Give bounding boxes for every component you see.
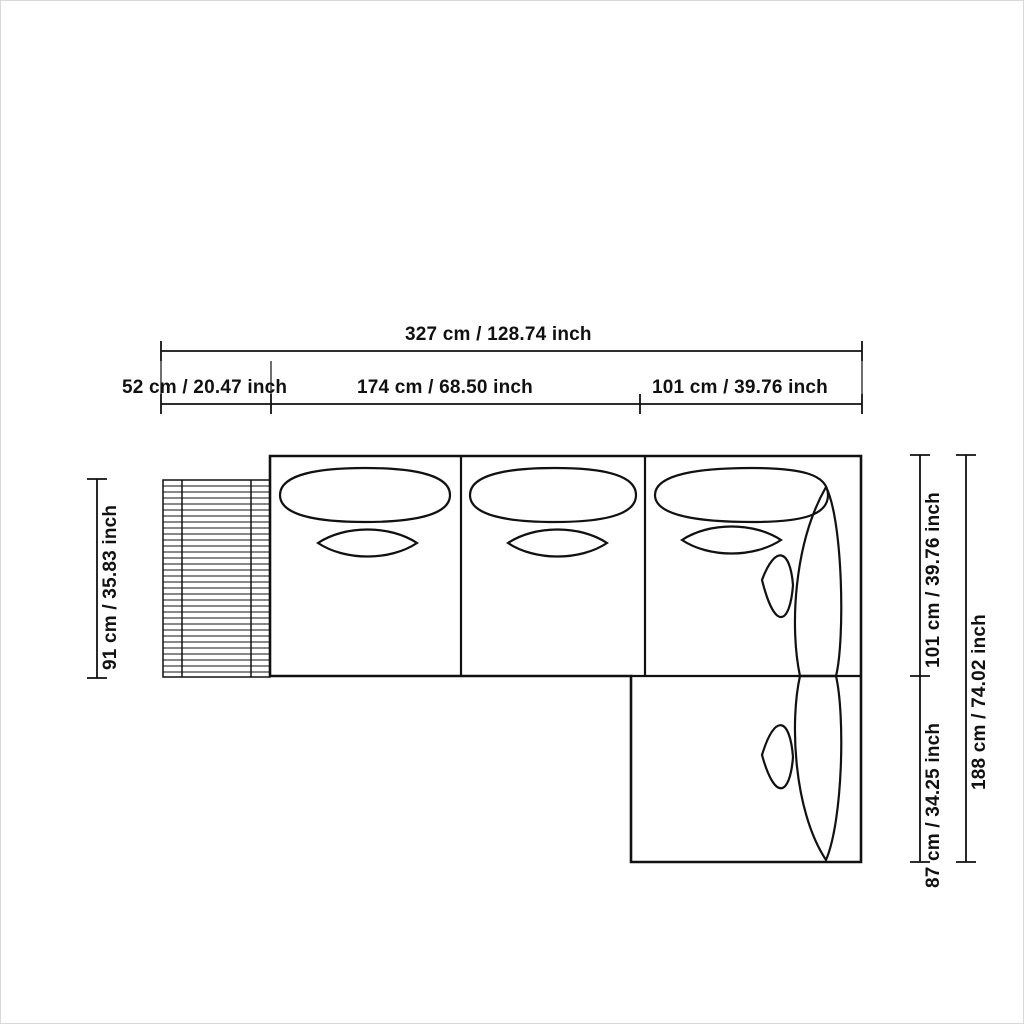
- seat-division-lines: [461, 456, 861, 676]
- label-overall-width: 327 cm / 128.74 inch: [405, 324, 592, 345]
- seat-cushion-lenses: [318, 527, 781, 557]
- label-segment-right: 101 cm / 39.76 inch: [652, 377, 828, 398]
- label-right-upper-depth: 101 cm / 39.76 inch: [923, 492, 944, 668]
- label-left-depth: 91 cm / 35.83 inch: [100, 504, 121, 670]
- slatted-side-panel: [163, 480, 270, 677]
- label-right-lower-depth: 87 cm / 34.25 inch: [923, 722, 944, 888]
- sofa-outline: [270, 456, 861, 862]
- label-segment-middle: 174 cm / 68.50 inch: [357, 377, 533, 398]
- label-segment-left: 52 cm / 20.47 inch: [122, 377, 288, 398]
- label-overall-depth: 188 cm / 74.02 inch: [969, 614, 990, 790]
- back-cushions: [280, 468, 828, 522]
